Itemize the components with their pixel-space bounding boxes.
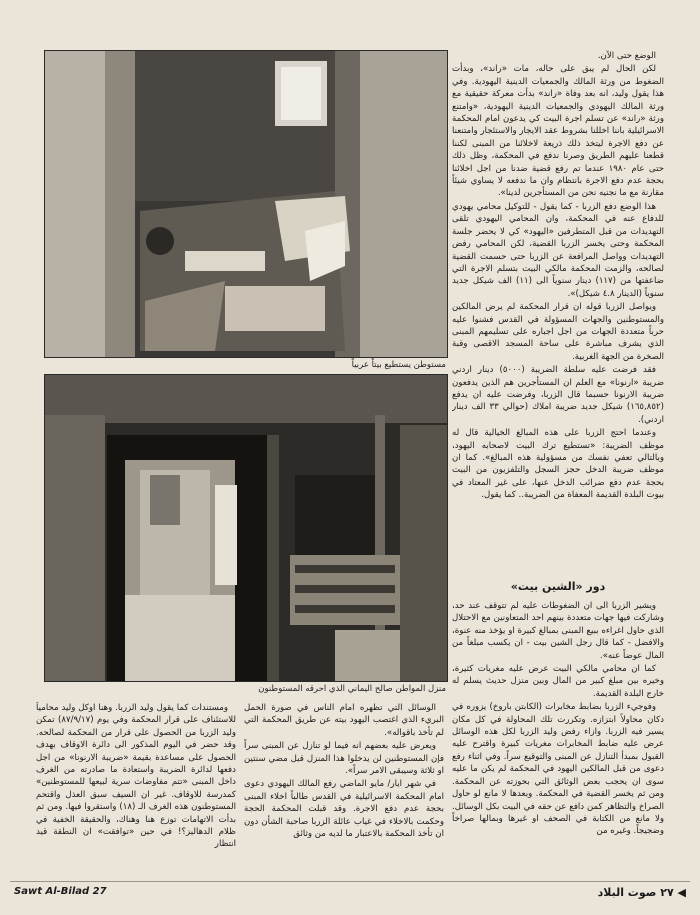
- photo-interior-image: [45, 375, 447, 681]
- paragraph: في شهر ايار/ مايو الماضي رفع المالك اليهودي دعوى امام المحكمة الاسرائيلية في القدس طالباً اخلاء المبنى بحجة عدم دفع الاجرة. وقد قبلت المحكمة الحجة وحكمت بالاخلاء في غياب عائلة الزربا صاحبة الشأن دون ان تأخذ المحكمة بالاعتبار ما لديه من وثائق: [244, 779, 444, 840]
- paragraph: الوضع حتى الآن.: [597, 51, 656, 61]
- photo-caption-top: مستوطن يستطيع بيتاً عربياً: [351, 360, 446, 370]
- paragraph: فقد فرضت عليه سلطة الضريبة (٥٠٠٠) دينار اردني ضريبة «ارنونا» مع العلم ان المستأجرين هم الذين يدفعون ضريبة الارنونا حسبما قال الزربا، وفرضت عليه ان يدفع (١٦٥,٨٥٢) شيكل جديد ضريبة املاك (حوالي ٣٣ الف دينار اردني).: [452, 365, 664, 425]
- footer-magazine-latin: Sawt Al-Bilad: [14, 886, 90, 897]
- article-column-middle: [244, 702, 444, 878]
- section-heading: دور «الشين بيت»: [510, 580, 606, 593]
- footer-triangle-icon: ◀: [677, 886, 686, 899]
- paragraph: ويشير الزربا الى ان الضغوطات عليه لم تتوقف عند حد، وشاركت فيها جهات متعددة بينهم احد المتعاونين مع الاحتلال الذي حاول اغراءه ببيع المبنى بمبالغ كبيرة او يؤخذ منه عنوة، والافضل - كما قال رجل الشين بيت - ان يكسب مبلغاً من المال عوضاً عنه».: [452, 601, 664, 661]
- photo-rubble-image: [45, 51, 447, 357]
- footer-magazine-arabic: صوت البلاد: [597, 886, 657, 899]
- paragraph: ومستندات كما يقول وليد الزربا. وهنا اوكل وليد محامياً للاستئناف على قرار المحكمة وفي يوم (٨٧/٩/١٧) تمكن وليد الزربا من الحصول على قرار من المحكمة لصالحه. وقد حضر في اليوم المذكور الى دائرة الاوقاف بهدف الحصول على مساعدة بقيمة «ضريبة الارنونا» من اجل دفعها لدائرة الضريبة واستعادة ما صادرته من الغرف داخل المبنى «تتم مفاوضات سرية لبيعها للمستوطنين» كمدرسة للاوقاف. غير ان السيف سبق العذل واقتحم المستوطنون هذه الغرف الـ (١٨) واستقروا فيها. ومن ثم بدأت الاتهامات توزع هنا وهناك، والحقيقة الخفية في ظلام الدهاليز؟! في حين «توافقت» ان النطقة قيد انتظار: [36, 703, 236, 850]
- paragraph: لكن الحال لم يبق على حاله، مات «راند»، وبدأت الضغوط من ورثة المالك والجمعيات الدينية اليهودية. وفي هذا يقول وليد، انه بعد وفاة «راند» بدأت معركة حقيقية مع ورثة المالك اليهودي والجمعيات الدينية اليهودية، «وامتنع ورثة «راند» عن تسلم اجرة البيت كي يدعون امام المحكمة الاسرائيلية باننا اخللنا بشروط عقد الايجار والاستئجار وامتنعنا عن دفع الاجرة ليتخذ ذلك ذريعة لاخلائنا من المبنى لكننا قطعنا عليهم الطريق وصرنا ندفع في المحكمة، وظل ذلك حتى عام ١٩٨٠ عندما تم رفع قضية ضدنا من اجل اخلائنا بحجة عدم دفع الاجرة بانتظام وان ما ندفعه لا يساوي شيئاً مقارنة مع ما نجنيه نحن من المستأجرين لدينا».: [452, 64, 664, 199]
- paragraph: الوسائل التي تظهره امام الناس في صورة الحمل البريء الذي اغتصب اليهود بيته عن طريق المحكمة التي لم تأخذ باقواله».: [244, 703, 444, 738]
- footer-left: [14, 886, 107, 897]
- footer-page-number-arabic: ٢٧: [660, 886, 674, 899]
- article-column-right-bottom: [452, 600, 664, 876]
- paragraph: ويواصل الزربا قوله ان قرار المحكمة لم يرض المالكين والمستوطنين والجهات المسؤولة في القدس فشنوا عليه حرباً متعددة الجهات من اجل اجباره على تسليمهم المبنى الذي يشرف مباشرة على ساحة المسجد الاقصى وقبة الصخرة من الجهة الغربية.: [452, 302, 664, 362]
- paragraph: ويعرض عليه بعضهم انه فيما لو تنازل عن المبنى سراً فإن المستوطنين لن يدخلوا هذا المنزل قبل مضي سنتين او ثلاثة وسيبقى الامر سراً».: [244, 741, 444, 777]
- footer-page-number: 27: [92, 886, 107, 897]
- article-column-right-top: [452, 50, 664, 578]
- footer-right: [598, 886, 686, 899]
- photo-settler-house: [44, 50, 448, 358]
- paragraph: كما ان محامي مالكي البيت عرض عليه مغريات كثيرة، وخيره بين مبلغ كبير من المال وبين منزل حديث يسلم له خارج البلدة القديمة.: [452, 664, 664, 699]
- footer-divider: [10, 881, 690, 882]
- page-footer: [0, 884, 700, 908]
- photo-caption-bottom: منزل المواطن صالح اليماني الذي احرقه المستوطنون: [258, 684, 446, 694]
- article-column-left: [36, 702, 236, 878]
- photo-burned-house: [44, 374, 448, 682]
- paragraph: وفوجيء الزربا بضابط مخابرات (الكابتن باروخ) يزوره في دكان محاولاً ابتزازه. وتكررت تلك المحاولة في كل مكان يسير فيه الزربا. وازاء رفض وليد الزربا لكل هذه الوسائل عرض عليه ضابط المخابرات مغريات كبيرة واقترح عليه القبول بمبدأ التنازل عن المبنى والتوقيع سراً. وفي اثناء رفع دعوى من قبل المالكين اليهود في المحكمة لم يكن ما عليه سوى ان يحجب بعض الوثائق التي بحوزته عن المحكمة. ومن ثم يخسر القضية في المحكمة. وبعدها لا مانع لو حاول الصراخ والتظاهر كمن دافع عن حقه في البيت بكل الوسائل. ولا مانع من الكتابة في الصحف او غيرها وبمالها صراخاً وضجيجاً. وغيره من: [452, 702, 664, 837]
- paragraph: هذا الوضع دفع الزربا - كما يقول - للتوكيل محامي يهودي للدفاع عنه في المحكمة، وان المحامي اليهودي تلقى التهديدات من قبل المتطرفين «اليهود» كي لا يحضر جلسة المحكمة وحتى يخسر الزربا القضية، لكن المحامي رفض التهديدات وواصل المرافعة عن الزربا حتى حسمت القضية لصالحه، والزمت المحكمة مالكي البيت بتسلم الاجرة التي ضاعفتها من (١١٧) دينار سنوياً الى (١١) الف شيكل جديد سنوياً (الدينار ٤.٨ شيكل)».: [452, 201, 664, 299]
- paragraph: وعندما احتج الزربا على هذه المبالغ الخيالية قال له موظف الضريبة: «تستطيع ترك البيت لاصحابه اليهود، وبالتالي تعفي نفسك من مسؤولية هذه المبالغ». كما ان موظف ضريبة الدخل حجز السجل والتلفزيون من البيت بحجة عدم دفع ضرائب الدخل عنها، على غير المعتاد في بيوت البلدة القديمة المعفاة من الضريبة.. كما يقول.: [452, 428, 664, 501]
